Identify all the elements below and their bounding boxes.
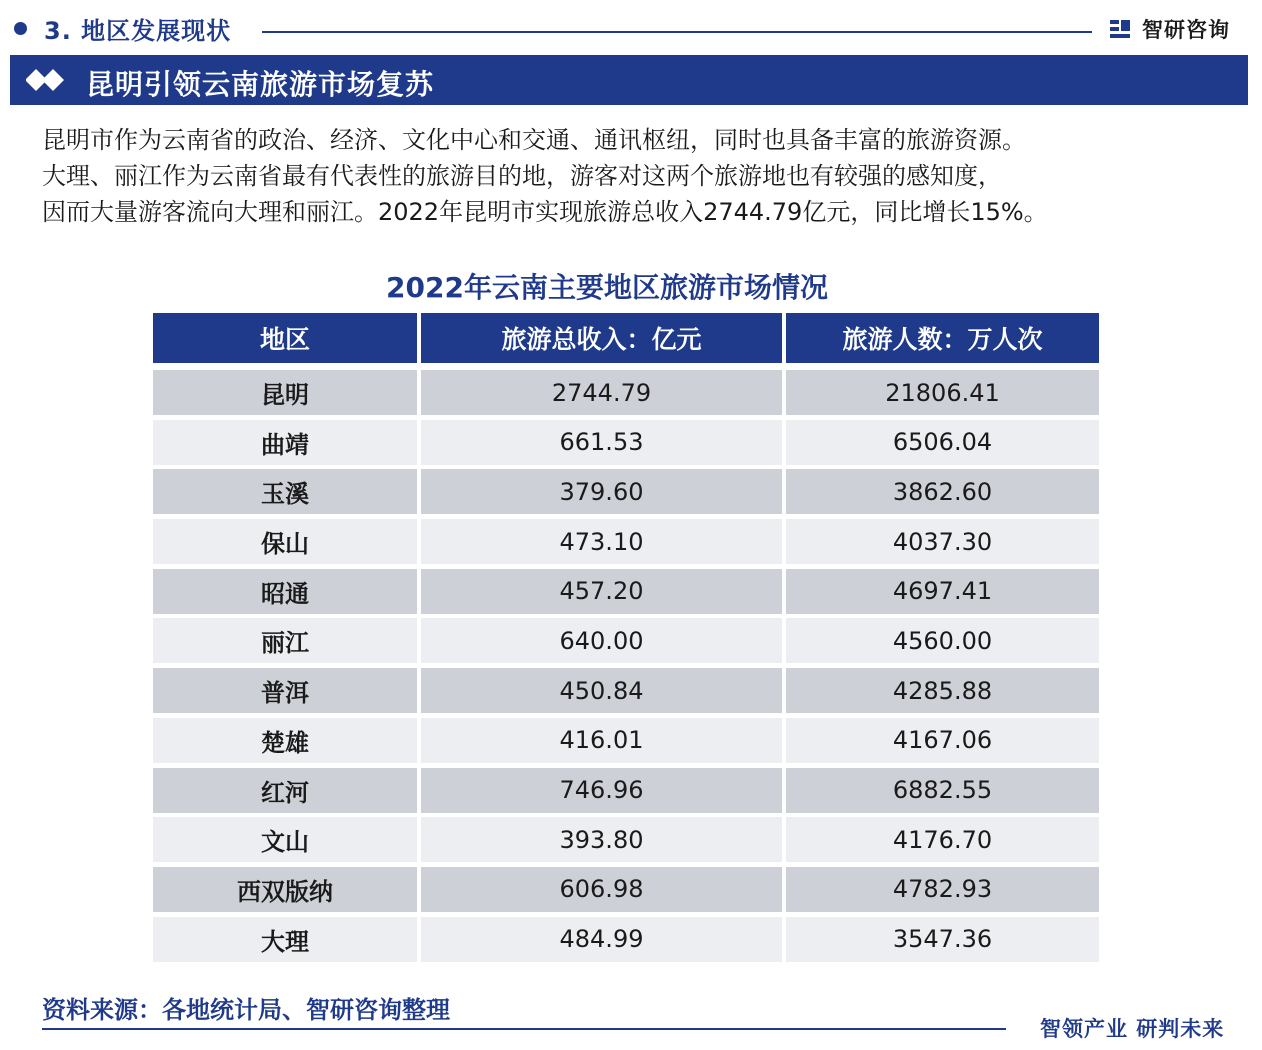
section-header xyxy=(0,0,1262,52)
section-title: 3. 地区发展现状 xyxy=(44,17,232,45)
table-row xyxy=(153,420,1099,465)
table-body xyxy=(153,370,1099,962)
table-row xyxy=(153,867,1099,912)
cell-region: 红河 xyxy=(153,768,417,813)
table-row xyxy=(153,569,1099,614)
table-row xyxy=(153,817,1099,862)
brand-name: 智研咨询 xyxy=(1142,18,1230,42)
cell-visitors: 3547.36 xyxy=(786,917,1099,962)
cell-revenue: 606.98 xyxy=(421,867,782,912)
cell-region: 文山 xyxy=(153,817,417,862)
cell-region: 大理 xyxy=(153,917,417,962)
cell-region: 玉溪 xyxy=(153,469,417,514)
table-row xyxy=(153,718,1099,763)
cell-revenue: 473.10 xyxy=(421,519,782,564)
cell-revenue: 640.00 xyxy=(421,618,782,663)
section-divider xyxy=(262,31,1092,33)
tourism-table xyxy=(153,313,1099,966)
slogan: 智领产业 研判未来 xyxy=(1040,1017,1225,1041)
table-row xyxy=(153,618,1099,663)
cell-revenue: 661.53 xyxy=(421,420,782,465)
header-revenue: 旅游总收入：亿元 xyxy=(421,313,782,363)
intro-line: 昆明市作为云南省的政治、经济、文化中心和交通、通讯枢纽，同时也具备丰富的旅游资源。 xyxy=(42,126,1026,154)
cell-visitors: 21806.41 xyxy=(786,370,1099,415)
cell-revenue: 2744.79 xyxy=(421,370,782,415)
cell-visitors: 3862.60 xyxy=(786,469,1099,514)
cell-visitors: 4697.41 xyxy=(786,569,1099,614)
cell-revenue: 393.80 xyxy=(421,817,782,862)
cell-region: 楚雄 xyxy=(153,718,417,763)
cell-revenue: 450.84 xyxy=(421,668,782,713)
cell-region: 曲靖 xyxy=(153,420,417,465)
cell-region: 丽江 xyxy=(153,618,417,663)
table-header xyxy=(153,313,1099,363)
title-banner xyxy=(10,55,1248,105)
table-row xyxy=(153,668,1099,713)
cell-revenue: 379.60 xyxy=(421,469,782,514)
footer-divider xyxy=(42,1028,1006,1030)
cell-visitors: 4176.70 xyxy=(786,817,1099,862)
cell-visitors: 4037.30 xyxy=(786,519,1099,564)
data-source: 资料来源：各地统计局、智研咨询整理 xyxy=(42,996,450,1024)
intro-line: 因而大量游客流向大理和丽江。2022年昆明市实现旅游总收入2744.79亿元，同比增长15%。 xyxy=(42,198,1048,226)
cell-revenue: 457.20 xyxy=(421,569,782,614)
chyxx-logo-icon xyxy=(1108,17,1132,41)
banner-title: 昆明引领云南旅游市场复苏 xyxy=(86,68,435,101)
cell-visitors: 4782.93 xyxy=(786,867,1099,912)
cell-revenue: 484.99 xyxy=(421,917,782,962)
table-row xyxy=(153,519,1099,564)
table-row xyxy=(153,370,1099,415)
table-row xyxy=(153,469,1099,514)
cell-visitors: 4285.88 xyxy=(786,668,1099,713)
cell-visitors: 6506.04 xyxy=(786,420,1099,465)
cell-region: 保山 xyxy=(153,519,417,564)
header-visitors: 旅游人数：万人次 xyxy=(786,313,1099,363)
cell-visitors: 4167.06 xyxy=(786,718,1099,763)
brand xyxy=(1108,14,1230,44)
cell-region: 普洱 xyxy=(153,668,417,713)
bullet-icon xyxy=(14,22,27,35)
table-row xyxy=(153,768,1099,813)
cell-region: 昭通 xyxy=(153,569,417,614)
intro-paragraph xyxy=(42,122,1242,230)
cell-visitors: 4560.00 xyxy=(786,618,1099,663)
cell-revenue: 746.96 xyxy=(421,768,782,813)
cell-region: 昆明 xyxy=(153,370,417,415)
intro-line: 大理、丽江作为云南省最有代表性的旅游目的地，游客对这两个旅游地也有较强的感知度， xyxy=(42,162,1002,190)
table-row xyxy=(153,917,1099,962)
double-diamond-icon xyxy=(26,67,66,93)
cell-region: 西双版纳 xyxy=(153,867,417,912)
cell-visitors: 6882.55 xyxy=(786,768,1099,813)
header-region: 地区 xyxy=(153,313,417,363)
table-title: 2022年云南主要地区旅游市场情况 xyxy=(386,271,828,304)
cell-revenue: 416.01 xyxy=(421,718,782,763)
